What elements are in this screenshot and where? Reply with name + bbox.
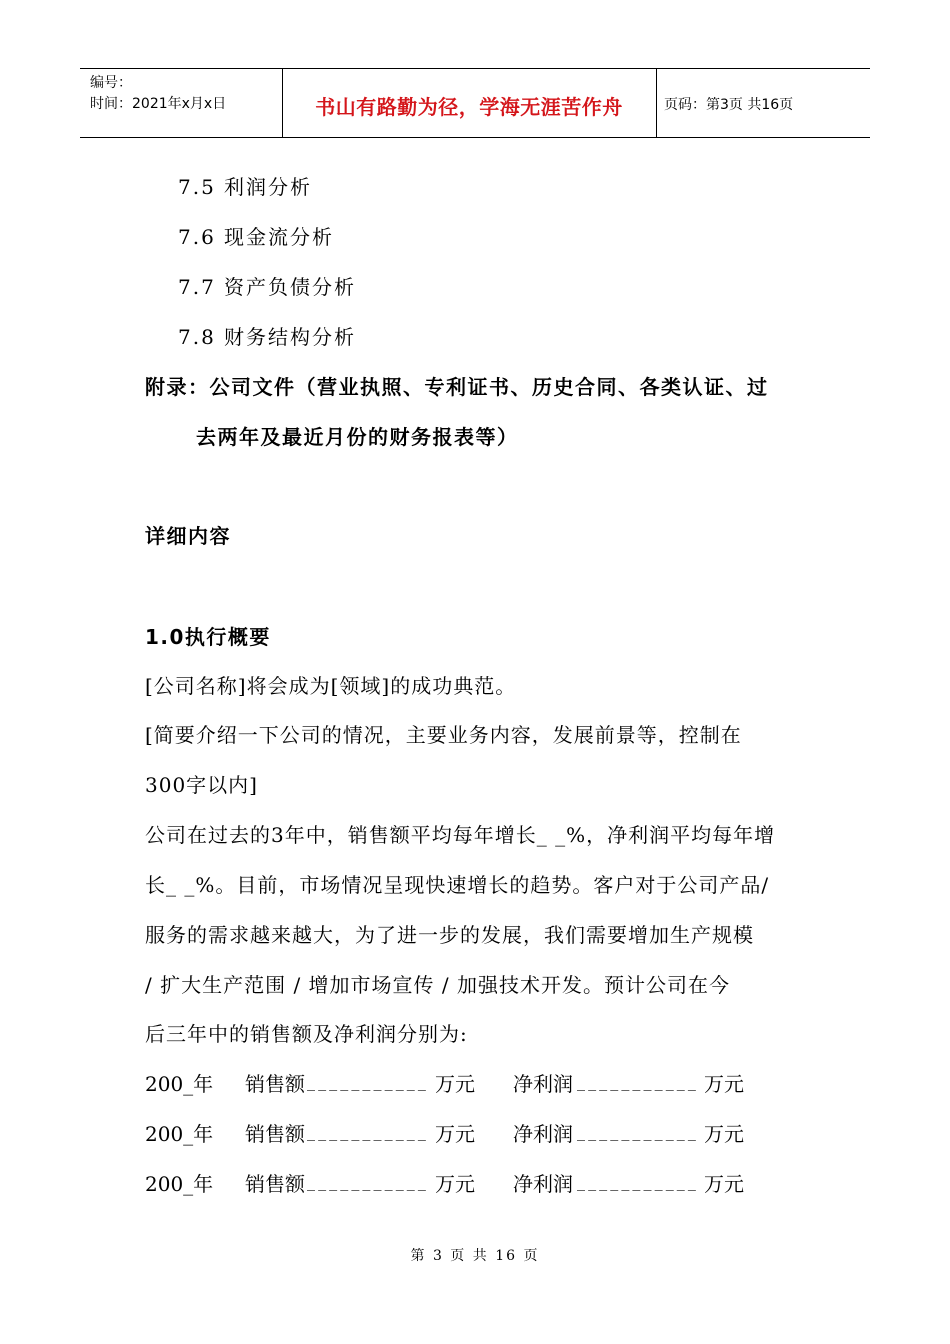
forecast-sales-label: 销售额 xyxy=(245,1172,305,1196)
forecast-year: 200_年 xyxy=(145,1072,214,1096)
toc-item-title: 利润分析 xyxy=(224,175,312,199)
header-meta-cell xyxy=(80,69,283,137)
forecast-sales-unit: 万元 xyxy=(435,1072,475,1096)
forecast-profit-unit: 万元 xyxy=(704,1072,744,1096)
summary-paragraph-3-line: 公司在过去的3年中，销售额平均每年增长_ _%，净利润平均每年增 xyxy=(145,823,776,847)
detail-heading: 详细内容 xyxy=(145,524,231,548)
appendix-line-1: 附录：公司文件（营业执照、专利证书、历史合同、各类认证、过 xyxy=(145,375,769,399)
forecast-sales-blank: _ _ _ _ _ _ _ _ _ _ _ xyxy=(307,1072,425,1091)
header-motto-cell xyxy=(282,69,657,137)
forecast-profit-blank: _ _ _ _ _ _ _ _ _ _ _ xyxy=(577,1172,695,1191)
header-page-number: 页码：第3页 共16页 xyxy=(664,97,794,113)
forecast-year: 200_年 xyxy=(145,1122,214,1146)
forecast-profit-blank: _ _ _ _ _ _ _ _ _ _ _ xyxy=(577,1072,695,1091)
toc-item xyxy=(178,221,334,250)
page-footer: 第 3 页 共 16 页 xyxy=(410,1248,540,1264)
header-motto: 书山有路勤为径，学海无涯苦作舟 xyxy=(315,95,623,119)
toc-item-title: 财务结构分析 xyxy=(224,325,356,349)
forecast-profit-unit: 万元 xyxy=(704,1122,744,1146)
summary-paragraph-3-line: 后三年中的销售额及净利润分别为: xyxy=(145,1022,468,1046)
toc-item-number: 7.6 xyxy=(178,225,216,249)
toc-item-number: 7.7 xyxy=(178,275,216,299)
forecast-profit-label: 净利润 xyxy=(513,1122,573,1146)
header-page-cell xyxy=(657,69,870,137)
summary-paragraph-2-line-2: 300字以内] xyxy=(145,773,258,797)
summary-paragraph-3-line: 服务的需求越来越大，为了进一步的发展，我们需要增加生产规模 xyxy=(145,923,754,947)
summary-paragraph-2-line-1: [简要介绍一下公司的情况，主要业务内容，发展前景等，控制在 xyxy=(145,723,742,747)
page-header xyxy=(80,68,870,138)
section-heading: 1.0执行概要 xyxy=(145,625,271,649)
toc-item xyxy=(178,321,356,350)
toc-item xyxy=(178,171,312,200)
toc-item-number: 7.8 xyxy=(178,325,216,349)
forecast-profit-label: 净利润 xyxy=(513,1172,573,1196)
toc-item-title: 资产负债分析 xyxy=(224,275,356,299)
summary-paragraph-3-line: / 扩大生产范围 / 增加市场宣传 / 加强技术开发。预计公司在今 xyxy=(145,973,731,997)
forecast-sales-unit: 万元 xyxy=(435,1172,475,1196)
forecast-profit-label: 净利润 xyxy=(513,1072,573,1096)
forecast-profit-blank: _ _ _ _ _ _ _ _ _ _ _ xyxy=(577,1122,695,1141)
forecast-profit-unit: 万元 xyxy=(704,1172,744,1196)
document-time-label: 时间：2021年x月x日 xyxy=(90,96,227,112)
forecast-year: 200_年 xyxy=(145,1172,214,1196)
summary-paragraph-3-line: 长_ _%。目前，市场情况呈现快速增长的趋势。客户对于公司产品/ xyxy=(145,873,770,897)
forecast-sales-label: 销售额 xyxy=(245,1122,305,1146)
document-number-label: 编号： xyxy=(90,75,132,91)
appendix-line-2: 去两年及最近月份的财务报表等） xyxy=(196,425,519,449)
toc-item-title: 现金流分析 xyxy=(224,225,334,249)
forecast-sales-blank: _ _ _ _ _ _ _ _ _ _ _ xyxy=(307,1172,425,1191)
toc-item-number: 7.5 xyxy=(178,175,216,199)
summary-paragraph-1: [公司名称]将会成为[领域]的成功典范。 xyxy=(145,674,517,698)
toc-item xyxy=(178,271,356,300)
forecast-sales-unit: 万元 xyxy=(435,1122,475,1146)
forecast-sales-label: 销售额 xyxy=(245,1072,305,1096)
forecast-sales-blank: _ _ _ _ _ _ _ _ _ _ _ xyxy=(307,1122,425,1141)
